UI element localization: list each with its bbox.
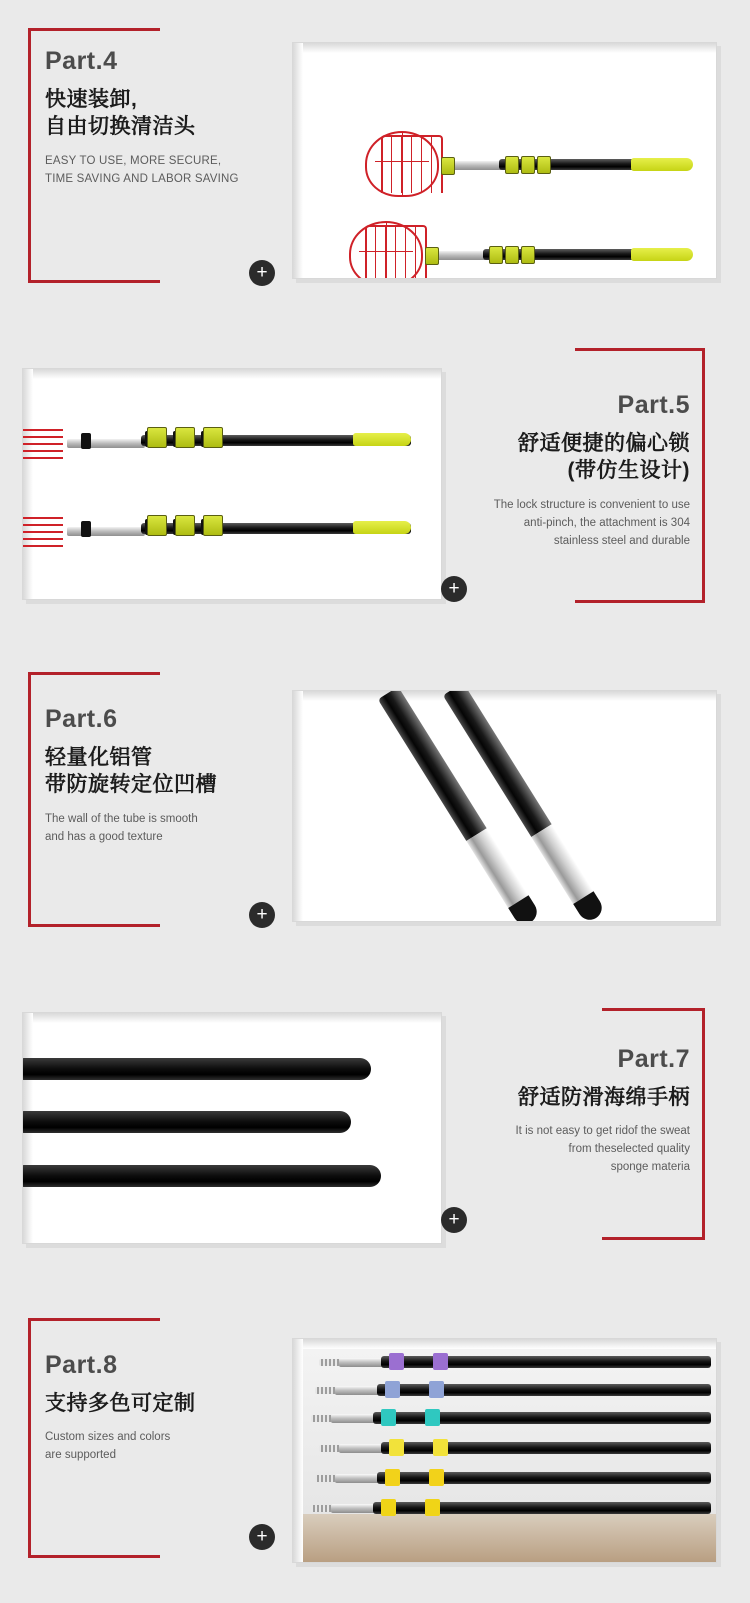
part8-photo [292,1338,717,1563]
part5-lock-1b [175,427,195,448]
part7-label: Part.7 [617,1045,690,1073]
part5-desc [410,497,690,550]
sponge-handle-1 [22,1058,371,1080]
part5-desc-line3: stainless steel and durable [553,534,690,547]
part8-clip-2b [429,1381,444,1398]
part8-desc-line2: are supported [45,1449,116,1462]
part6-desc [45,811,315,847]
part4-photo [292,42,717,279]
part5-title-line1: 舒适便捷的偏心锁 [518,431,690,455]
part4-title [45,86,305,141]
part8-silver-4 [339,1444,385,1453]
part8-silver-2 [335,1386,381,1395]
photo-left-shadow [293,691,303,921]
part4-lock-2a [425,247,439,265]
part8-silver-5 [335,1474,381,1483]
tube-silver-end [532,825,594,904]
part7-title [420,1084,690,1112]
part4-desc [45,153,305,189]
part6-title [45,744,315,799]
photo-top-shadow [293,43,716,53]
part7-desc [420,1123,690,1176]
part5-lock-2b [175,515,195,536]
part8-desc [45,1429,305,1465]
part7-title-line1: 舒适防滑海绵手柄 [518,1085,690,1109]
part8-clip-4 [389,1439,404,1456]
tube-silver-end [467,829,529,908]
part7-desc-line2: from theselected quality [568,1143,690,1156]
part8-clip-6b [425,1499,440,1516]
photo-left-shadow [293,43,303,278]
part8-rod-2 [377,1384,711,1396]
part8-clip-6 [381,1499,396,1516]
part5-red-bristles-2 [22,515,63,547]
part5-lock-2a [147,515,167,536]
part8-title-line1: 支持多色可定制 [45,1391,196,1415]
part8-screw-3 [311,1415,333,1422]
photo-left-shadow [23,369,33,599]
part5-lock-2c [203,515,223,536]
part4-title-line2: 自由切换清洁头 [45,115,196,139]
part8-rod-5 [377,1472,711,1484]
part4-lock-2d [521,246,535,264]
part4-expand-button[interactable]: + [249,260,275,286]
part8-silver-3 [331,1414,377,1423]
part4-lock-2c [505,246,519,264]
part8-screw-1 [319,1359,341,1366]
part6-title-line1: 轻量化铝管 [45,745,153,769]
part6-expand-button[interactable]: + [249,902,275,928]
part4-lock-1a [441,157,455,175]
part8-rod-6 [373,1502,711,1514]
part7-desc-line1: It is not easy to get ridof the sweat [515,1125,690,1138]
part8-text [45,1352,305,1465]
part8-clip-2 [385,1381,400,1398]
part4-lock-1d [537,156,551,174]
part6-desc-line1: The wall of the tube is smooth [45,812,198,825]
part5-expand-button[interactable]: + [441,576,467,602]
part6-label: Part.6 [45,705,118,733]
part7-desc-line3: sponge materia [610,1160,690,1173]
part6-title-line2: 带防旋转定位凹槽 [45,773,217,797]
part6-photo [292,690,717,922]
part4-lock-1c [521,156,535,174]
sponge-handle-2 [22,1111,351,1133]
part8-clip-1b [433,1353,448,1370]
part4-label: Part.4 [45,47,118,75]
part7-photo [22,1012,442,1244]
part4-yellow-grip-2 [631,248,693,261]
part5-desc-line1: The lock structure is convenient to use [493,498,690,511]
part8-clip-5 [385,1469,400,1486]
part8-screw-5 [315,1475,337,1482]
photo-top-shadow [23,1013,441,1023]
part5-grey-tube-2 [67,527,145,536]
part4-text [45,48,305,189]
part8-clip-3 [381,1409,396,1426]
part5-title-line2: (带仿生设计) [567,459,690,483]
part5-lock-1c [203,427,223,448]
part8-expand-button[interactable]: + [249,1524,275,1550]
part8-clip-5b [429,1469,444,1486]
part5-yellow-grip-1 [353,433,411,446]
part4-lock-1b [505,156,519,174]
part8-screw-2 [315,1387,337,1394]
photo-top-shadow [293,1339,716,1349]
rake-head-icon [381,135,443,193]
part8-floor [293,1514,716,1562]
part5-grey-tube-1 [67,439,145,448]
part8-label: Part.8 [45,1351,118,1379]
part5-yellow-grip-2 [353,521,411,534]
part8-rod-1 [381,1356,711,1368]
part8-screw-4 [319,1445,341,1452]
part5-collar-2 [81,521,91,537]
part8-silver-1 [339,1358,385,1367]
part5-text [410,392,690,550]
part5-photo [22,368,442,600]
part5-desc-line2: anti-pinch, the attachment is 304 [523,516,690,529]
part4-desc-line2: TIME SAVING AND LABOR SAVING [45,172,239,185]
part6-text [45,706,315,847]
part8-screw-6 [311,1505,333,1512]
sponge-handle-3 [22,1165,381,1187]
part5-collar-1 [81,433,91,449]
part8-clip-4b [433,1439,448,1456]
part5-lock-1a [147,427,167,448]
part4-yellow-grip-1 [631,158,693,171]
photo-top-shadow [293,691,716,701]
part8-clip-1 [389,1353,404,1370]
part8-desc-line1: Custom sizes and colors [45,1431,171,1444]
part6-desc-line2: and has a good texture [45,830,163,843]
part7-text [420,1046,690,1177]
part7-expand-button[interactable]: + [441,1207,467,1233]
part5-title [410,430,690,485]
part8-rod-4 [381,1442,711,1454]
part5-red-bristles-1 [22,427,63,459]
part8-rod-3 [373,1412,711,1424]
part4-lock-2b [489,246,503,264]
photo-top-shadow [23,369,441,379]
photo-left-shadow [293,1339,303,1562]
rake-head-icon-2 [365,225,427,279]
part8-clip-3b [425,1409,440,1426]
part4-title-line1: 快速装卸, [45,87,138,111]
part8-silver-6 [331,1504,377,1513]
part8-title [45,1390,305,1418]
part4-desc-line1: EASY TO USE, MORE SECURE, [45,154,222,167]
part5-label: Part.5 [617,391,690,419]
